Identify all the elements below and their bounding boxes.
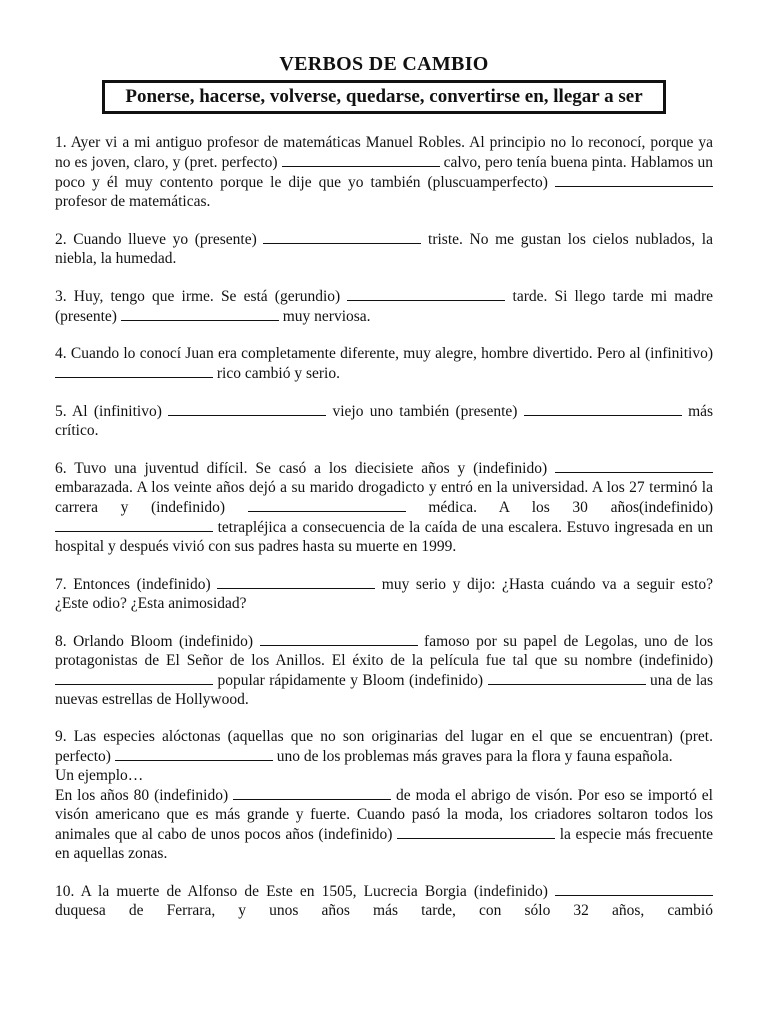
example-label: Un ejemplo… xyxy=(55,767,144,784)
answer-blank[interactable] xyxy=(55,363,213,378)
answer-blank[interactable] xyxy=(555,881,713,896)
verb-list-box: Ponerse, hacerse, volverse, quedarse, convertirse en, llegar a ser xyxy=(102,80,666,114)
answer-blank[interactable] xyxy=(115,746,273,761)
answer-blank[interactable] xyxy=(488,670,646,685)
exercise-8: 8. Orlando Bloom (indefinido) famoso por su papel de Legolas, uno de los protagonistas de El Señor de los Anillos. El éxito de la película fue tal que su nombre (indefinido) popular rápidamente y Bloom (indefinido) una de las nuevas estrellas de Hollywood. xyxy=(55,633,714,708)
exercise-6: 6. Tuvo una juventud difícil. Se casó a los diecisiete años y (indefinido) embarazada. A los veinte años dejó a su marido drogadicto y entró en la universidad. A los 27 terminó la carrera y (indefinido) médica. A los 30 años(indefinido) tetrapléjica a consecuencia de la caída de una escalera. Estuvo ingresada en un hospital y después vivió con sus padres hasta su muerte en 1999. xyxy=(55,460,714,555)
answer-blank[interactable] xyxy=(263,229,421,244)
exercise-10: 10. A la muerte de Alfonso de Este en 1505, Lucrecia Borgia (indefinido) duquesa de Ferrara, y unos años más tarde, con sólo 32 años, cambió xyxy=(55,883,713,919)
answer-blank[interactable] xyxy=(121,306,279,321)
answer-blank[interactable] xyxy=(55,517,213,532)
answer-blank[interactable] xyxy=(233,785,391,800)
answer-blank[interactable] xyxy=(555,458,713,473)
answer-blank[interactable] xyxy=(555,172,713,187)
answer-blank[interactable] xyxy=(217,574,375,589)
exercise-7: 7. Entonces (indefinido) muy serio y dijo: ¿Hasta cuándo va a seguir esto? ¿Este odio? ¿Esta animosidad? xyxy=(55,576,714,612)
answer-blank[interactable] xyxy=(397,824,555,839)
worksheet-page xyxy=(55,52,713,920)
exercise-5: 5. Al (infinitivo) viejo uno también (presente) más crítico. xyxy=(55,403,714,439)
exercise-1: 1. Ayer vi a mi antiguo profesor de matemáticas Manuel Robles. Al principio no lo reconocí, porque ya no es joven, claro, y (pret. perfecto) calvo, pero tenía buena pinta. Hablamos un poco y él muy contento porque le dije que yo también (pluscuamperfecto) profesor de matemáticas. xyxy=(55,134,714,210)
answer-blank[interactable] xyxy=(260,631,418,646)
page-title: VERBOS DE CAMBIO xyxy=(279,53,489,75)
exercise-2: 2. Cuando llueve yo (presente) triste. No me gustan los cielos nublados, la niebla, la humedad. xyxy=(55,231,713,267)
exercise-list xyxy=(55,133,713,920)
answer-blank[interactable] xyxy=(347,286,505,301)
answer-blank[interactable] xyxy=(55,670,213,685)
exercise-9: 9. Las especies alóctonas (aquellas que no son originarias del lugar en el que se encuentran) (pret. perfecto) uno de los problemas más graves para la flora y fauna española. Un ejemplo… En los años 80 (indefinido) de moda el abrigo de visón. Por eso se importó el visón americano que es más grande y fuerte. Cuando pasó la moda, los criadores soltaron todos los animales que al cabo de unos pocos años (indefinido) la especie más frecuente en aquellas zonas. xyxy=(55,728,714,862)
answer-blank[interactable] xyxy=(168,401,326,416)
exercise-3: 3. Huy, tengo que irme. Se está (gerundio) tarde. Si llego tarde mi madre (presente) muy nerviosa. xyxy=(55,288,714,325)
answer-blank[interactable] xyxy=(248,497,406,512)
answer-blank[interactable] xyxy=(282,152,440,167)
answer-blank[interactable] xyxy=(524,401,682,416)
exercise-4: 4. Cuando lo conocí Juan era completamente diferente, muy alegre, hombre divertido. Pero al (infinitivo) rico cambió y serio. xyxy=(55,345,713,382)
